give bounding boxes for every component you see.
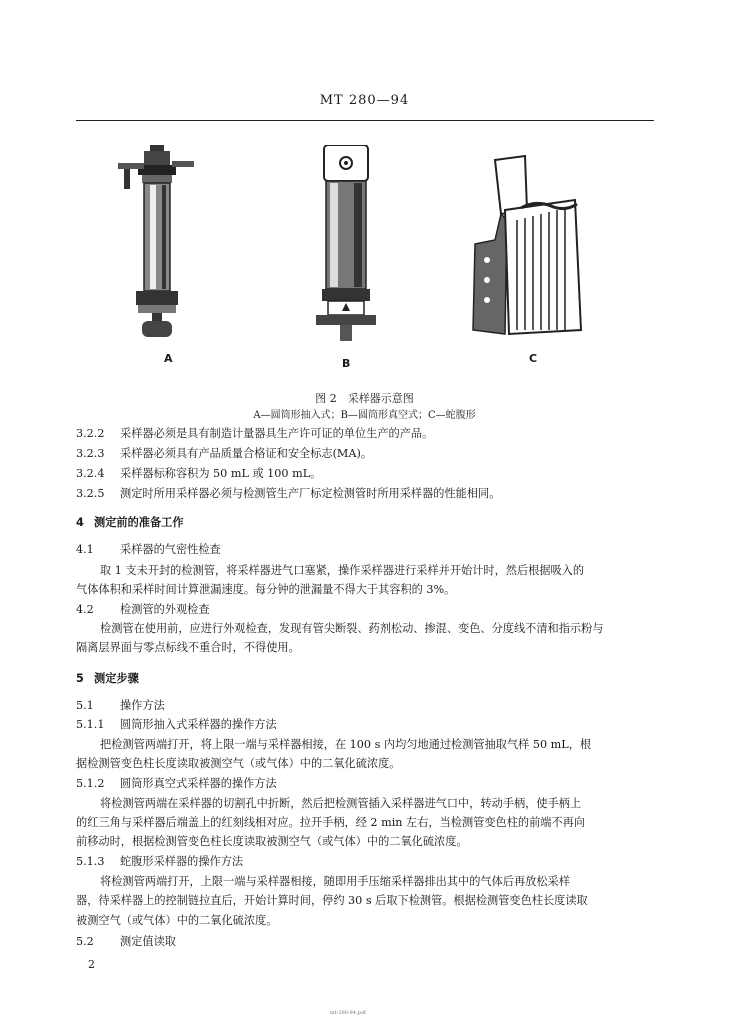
paragraph-line: 将检测管两端在采样器的切割孔中折断，然后把检测管插入采样器进气口中，转动手柄，使手柄上 <box>100 797 582 810</box>
clause-text: 测定值读取 <box>120 935 176 948</box>
clause-3-2-3 <box>76 445 372 463</box>
clause-number: 5.1.2 <box>76 777 105 790</box>
clause-number: 3.2.4 <box>76 467 105 480</box>
section-number: 5 <box>76 672 84 685</box>
clause-number: 4.2 <box>76 603 94 616</box>
clause-number: 3.2.5 <box>76 487 105 500</box>
running-header: MT 280—94 <box>319 93 410 108</box>
clause-text: 测定时所用采样器必须与检测管生产厂标定检测管时所用采样器的性能相同。 <box>120 487 501 500</box>
sampler-c-illustration <box>465 150 595 340</box>
paragraph-line: 被测空气（或气体）中的二氧化硫浓度。 <box>76 914 278 927</box>
clause-text: 采样器的气密性检查 <box>120 543 221 556</box>
clause-text: 操作方法 <box>120 699 165 712</box>
figure-label-c: C <box>529 352 538 365</box>
clause-5-2 <box>76 933 176 951</box>
paragraph-line: 器，待采样器上的控制链拉直后，开始计算时间，停约 30 s 后取下检测管。根据检测管变色柱长度读取 <box>76 894 588 907</box>
section-title: 测定步骤 <box>94 672 139 685</box>
figure-label-a: A <box>164 352 173 365</box>
figure-subcaption: A—圆筒形抽入式；B—圆筒形真空式；C—蛇腹形 <box>253 410 476 421</box>
clause-number: 5.1.1 <box>76 718 105 731</box>
clause-text: 检测管的外观检查 <box>120 603 210 616</box>
clause-number: 5.1 <box>76 699 94 712</box>
paragraph-line: 把检测管两端打开，将上限一端与采样器相接，在 100 s 内均匀地通过检测管抽取气样 50 mL，根 <box>100 738 592 751</box>
clause-5-1-3 <box>76 853 243 871</box>
paragraph-line: 检测管在使用前，应进行外观检查，发现有管尖断裂、药剂松动、掺混、变色、分度线不清和指示粉与 <box>100 622 604 635</box>
figure-label-b: B <box>342 357 351 370</box>
footer-watermark: mt-280-94.pdf <box>330 1010 366 1016</box>
sampler-b-illustration <box>300 145 390 355</box>
paragraph-line: 隔离层界面与零点标线不重合时，不得使用。 <box>76 641 300 654</box>
clause-3-2-5 <box>76 485 500 503</box>
sampler-a-illustration <box>108 145 208 360</box>
paragraph-line: 的红三角与采样器后端盖上的红刻线相对应。拉开手柄，经 2 min 左右，当检测管变色柱的前端不再向 <box>76 816 586 829</box>
paragraph-line: 将检测管两端打开，上限一端与采样器相接，随即用手压缩采样器排出其中的气体后再放松采样 <box>100 875 570 888</box>
clause-3-2-4 <box>76 465 321 483</box>
clause-text: 圆筒形真空式采样器的操作方法 <box>120 777 277 790</box>
section-4-heading <box>76 514 184 532</box>
clause-text: 采样器标称容积为 50 mL 或 100 mL。 <box>120 467 322 480</box>
clause-5-1 <box>76 697 165 715</box>
header-rule <box>76 120 654 121</box>
page-number: 2 <box>88 958 95 971</box>
clause-text: 采样器必须具有产品质量合格证和安全标志(MA)。 <box>120 447 373 460</box>
clause-text: 圆筒形抽入式采样器的操作方法 <box>120 718 277 731</box>
figure-caption: 图 2 采样器示意图 <box>315 392 414 405</box>
clause-4-2 <box>76 601 210 619</box>
section-5-heading <box>76 670 139 688</box>
clause-text: 采样器必须是具有制造计量器具生产许可证的单位生产的产品。 <box>120 427 434 440</box>
section-number: 4 <box>76 516 84 529</box>
paragraph-line: 据检测管变色柱长度读取被测空气（或气体）中的二氧化硫浓度。 <box>76 757 401 770</box>
clause-number: 3.2.3 <box>76 447 105 460</box>
paragraph-line: 前移动时，根据检测管变色柱长度读取被测空气（或气体）中的二氧化硫浓度。 <box>76 835 468 848</box>
clause-number: 5.1.3 <box>76 855 105 868</box>
paragraph-line: 气体体积和采样时间计算泄漏速度。每分钟的泄漏量不得大于其容积的 3%。 <box>76 583 456 596</box>
clause-text: 蛇腹形采样器的操作方法 <box>120 855 244 868</box>
clause-4-1 <box>76 541 221 559</box>
clause-number: 5.2 <box>76 935 94 948</box>
clause-3-2-2 <box>76 425 433 443</box>
clause-number: 4.1 <box>76 543 94 556</box>
clause-number: 3.2.2 <box>76 427 105 440</box>
clause-5-1-2 <box>76 775 277 793</box>
paragraph-line: 取 1 支未开封的检测管，将采样器进气口塞紧，操作采样器进行采样并开始计时，然后根据吸入的 <box>100 564 585 577</box>
section-title: 测定前的准备工作 <box>94 516 184 529</box>
clause-5-1-1 <box>76 716 277 734</box>
